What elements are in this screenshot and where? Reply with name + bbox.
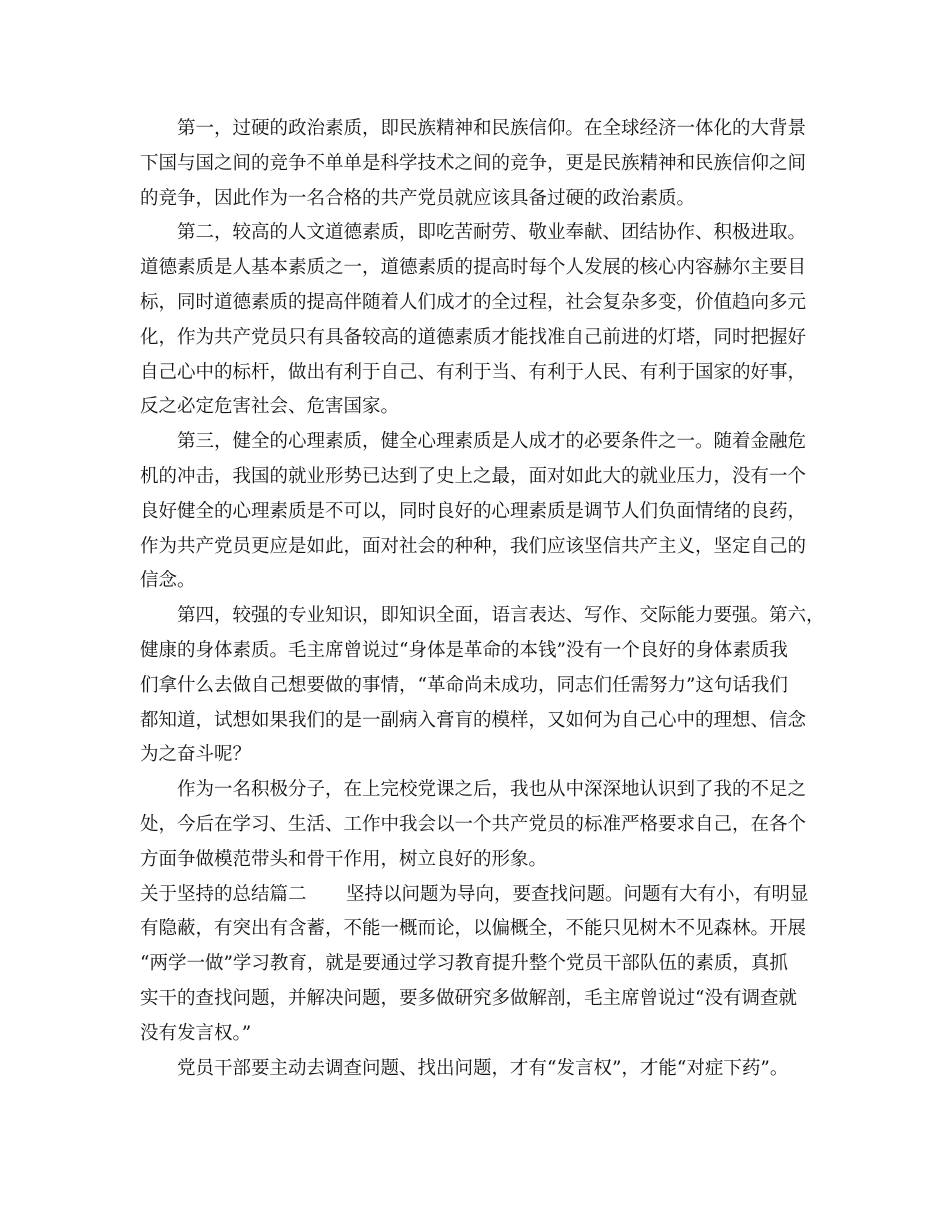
- paragraph-moral-quality: [140, 216, 824, 425]
- text-line: 实干的查找问题，并解决问题，要多做研究多做解剖，毛主席曾说过“没有调查就: [140, 987, 797, 1009]
- text-line: 健康的身体素质。毛主席曾说过“身体是革命的本钱”没有一个良好的身体素质我: [140, 639, 788, 661]
- text-line: “两学一做”学习教育，就是要通过学习教育提升整个党员干部队伍的素质，真抓: [140, 953, 788, 975]
- text-line: 第二，较高的人文道德素质，即吃苦耐劳、敬业奉献、团结协作、积极进取。: [177, 222, 807, 244]
- text-line: 方面争做模范带头和骨干作用，树立良好的形象。: [140, 848, 548, 870]
- paragraph-political-quality: [140, 112, 824, 216]
- text-line: 有隐蔽，有突出有含蓄，不能一概而论，以偏概全，不能只见树木不见森林。开展: [140, 918, 807, 940]
- text-line: 反之必定危害社会、危害国家。: [140, 396, 400, 418]
- section-summary-part-two: [140, 878, 824, 1052]
- text-line: 良好健全的心理素质是不可以，同时良好的心理素质是调节人们负面情绪的良药，: [140, 500, 807, 522]
- text-line: 化，作为共产党员只有具备较高的道德素质才能找准自己前进的灯塔，同时把握好: [140, 326, 807, 348]
- text-line: 为之奋斗呢？: [140, 744, 252, 766]
- text-line: 第四，较强的专业知识，即知识全面，语言表达、写作、交际能力要强。第六，: [177, 605, 825, 627]
- text-line: 第一，过硬的政治素质，即民族精神和民族信仰。在全球经济一体化的大背景: [177, 118, 807, 139]
- text-line: 党员干部要主动去调查问题、找出问题，才有“发言权”，才能“对症下药”。: [177, 1057, 789, 1079]
- text-line: 坚持以问题为导向，要查找问题。问题有大有小，有明显: [346, 883, 809, 905]
- text-line: 都知道，试想如果我们的是一副病入膏肓的模样，又如何为自己心中的理想、信念: [140, 709, 807, 731]
- text-line: 自己心中的标杆，做出有利于自己、有利于当、有利于人民、有利于国家的好事，: [140, 361, 807, 383]
- text-line: 作为一名积极分子，在上完校党课之后，我也从中深深地认识到了我的不足之: [177, 779, 807, 801]
- text-line: 第三，健全的心理素质，健全心理素质是人成才的必要条件之一。随着金融危: [177, 431, 807, 453]
- text-line: 们拿什么去做自己想要做的事情，“革命尚未成功，同志们任需努力”这句话我们: [140, 674, 788, 696]
- text-line: 作为共产党员更应是如此，面对社会的种种，我们应该坚信共产主义，坚定自己的: [140, 535, 807, 557]
- text-line: 下国与国之间的竞争不单单是科学技术之间的竞争，更是民族精神和民族信仰之间: [140, 152, 807, 174]
- paragraph-psychological-quality: [140, 425, 824, 599]
- text-line: 没有发言权。”: [140, 1022, 252, 1044]
- paragraph-party-cadres: [140, 1052, 824, 1087]
- text-line: 机的冲击，我国的就业形势已达到了史上之最，面对如此大的就业压力，没有一个: [140, 465, 807, 487]
- document-page: [140, 112, 824, 1086]
- paragraph-professional-knowledge: [140, 599, 824, 773]
- text-line: 的竞争，因此作为一名合格的共产党员就应该具备过硬的政治素质。: [140, 187, 696, 209]
- section-first-line: [140, 878, 824, 913]
- paragraph-activist-reflection: [140, 773, 824, 877]
- text-line: 信念。: [140, 570, 196, 592]
- text-line: 道德素质是人基本素质之一，道德素质的提高时每个人发展的核心内容赫尔主要目: [140, 257, 807, 279]
- text-line: 处，今后在学习、生活、工作中我会以一个共产党员的标准严格要求自己，在各个: [140, 813, 807, 835]
- section-title: 关于坚持的总结篇二: [140, 883, 307, 905]
- text-line: 标，同时道德素质的提高伴随着人们成才的全过程，社会复杂多变，价值趋向多元: [140, 291, 807, 313]
